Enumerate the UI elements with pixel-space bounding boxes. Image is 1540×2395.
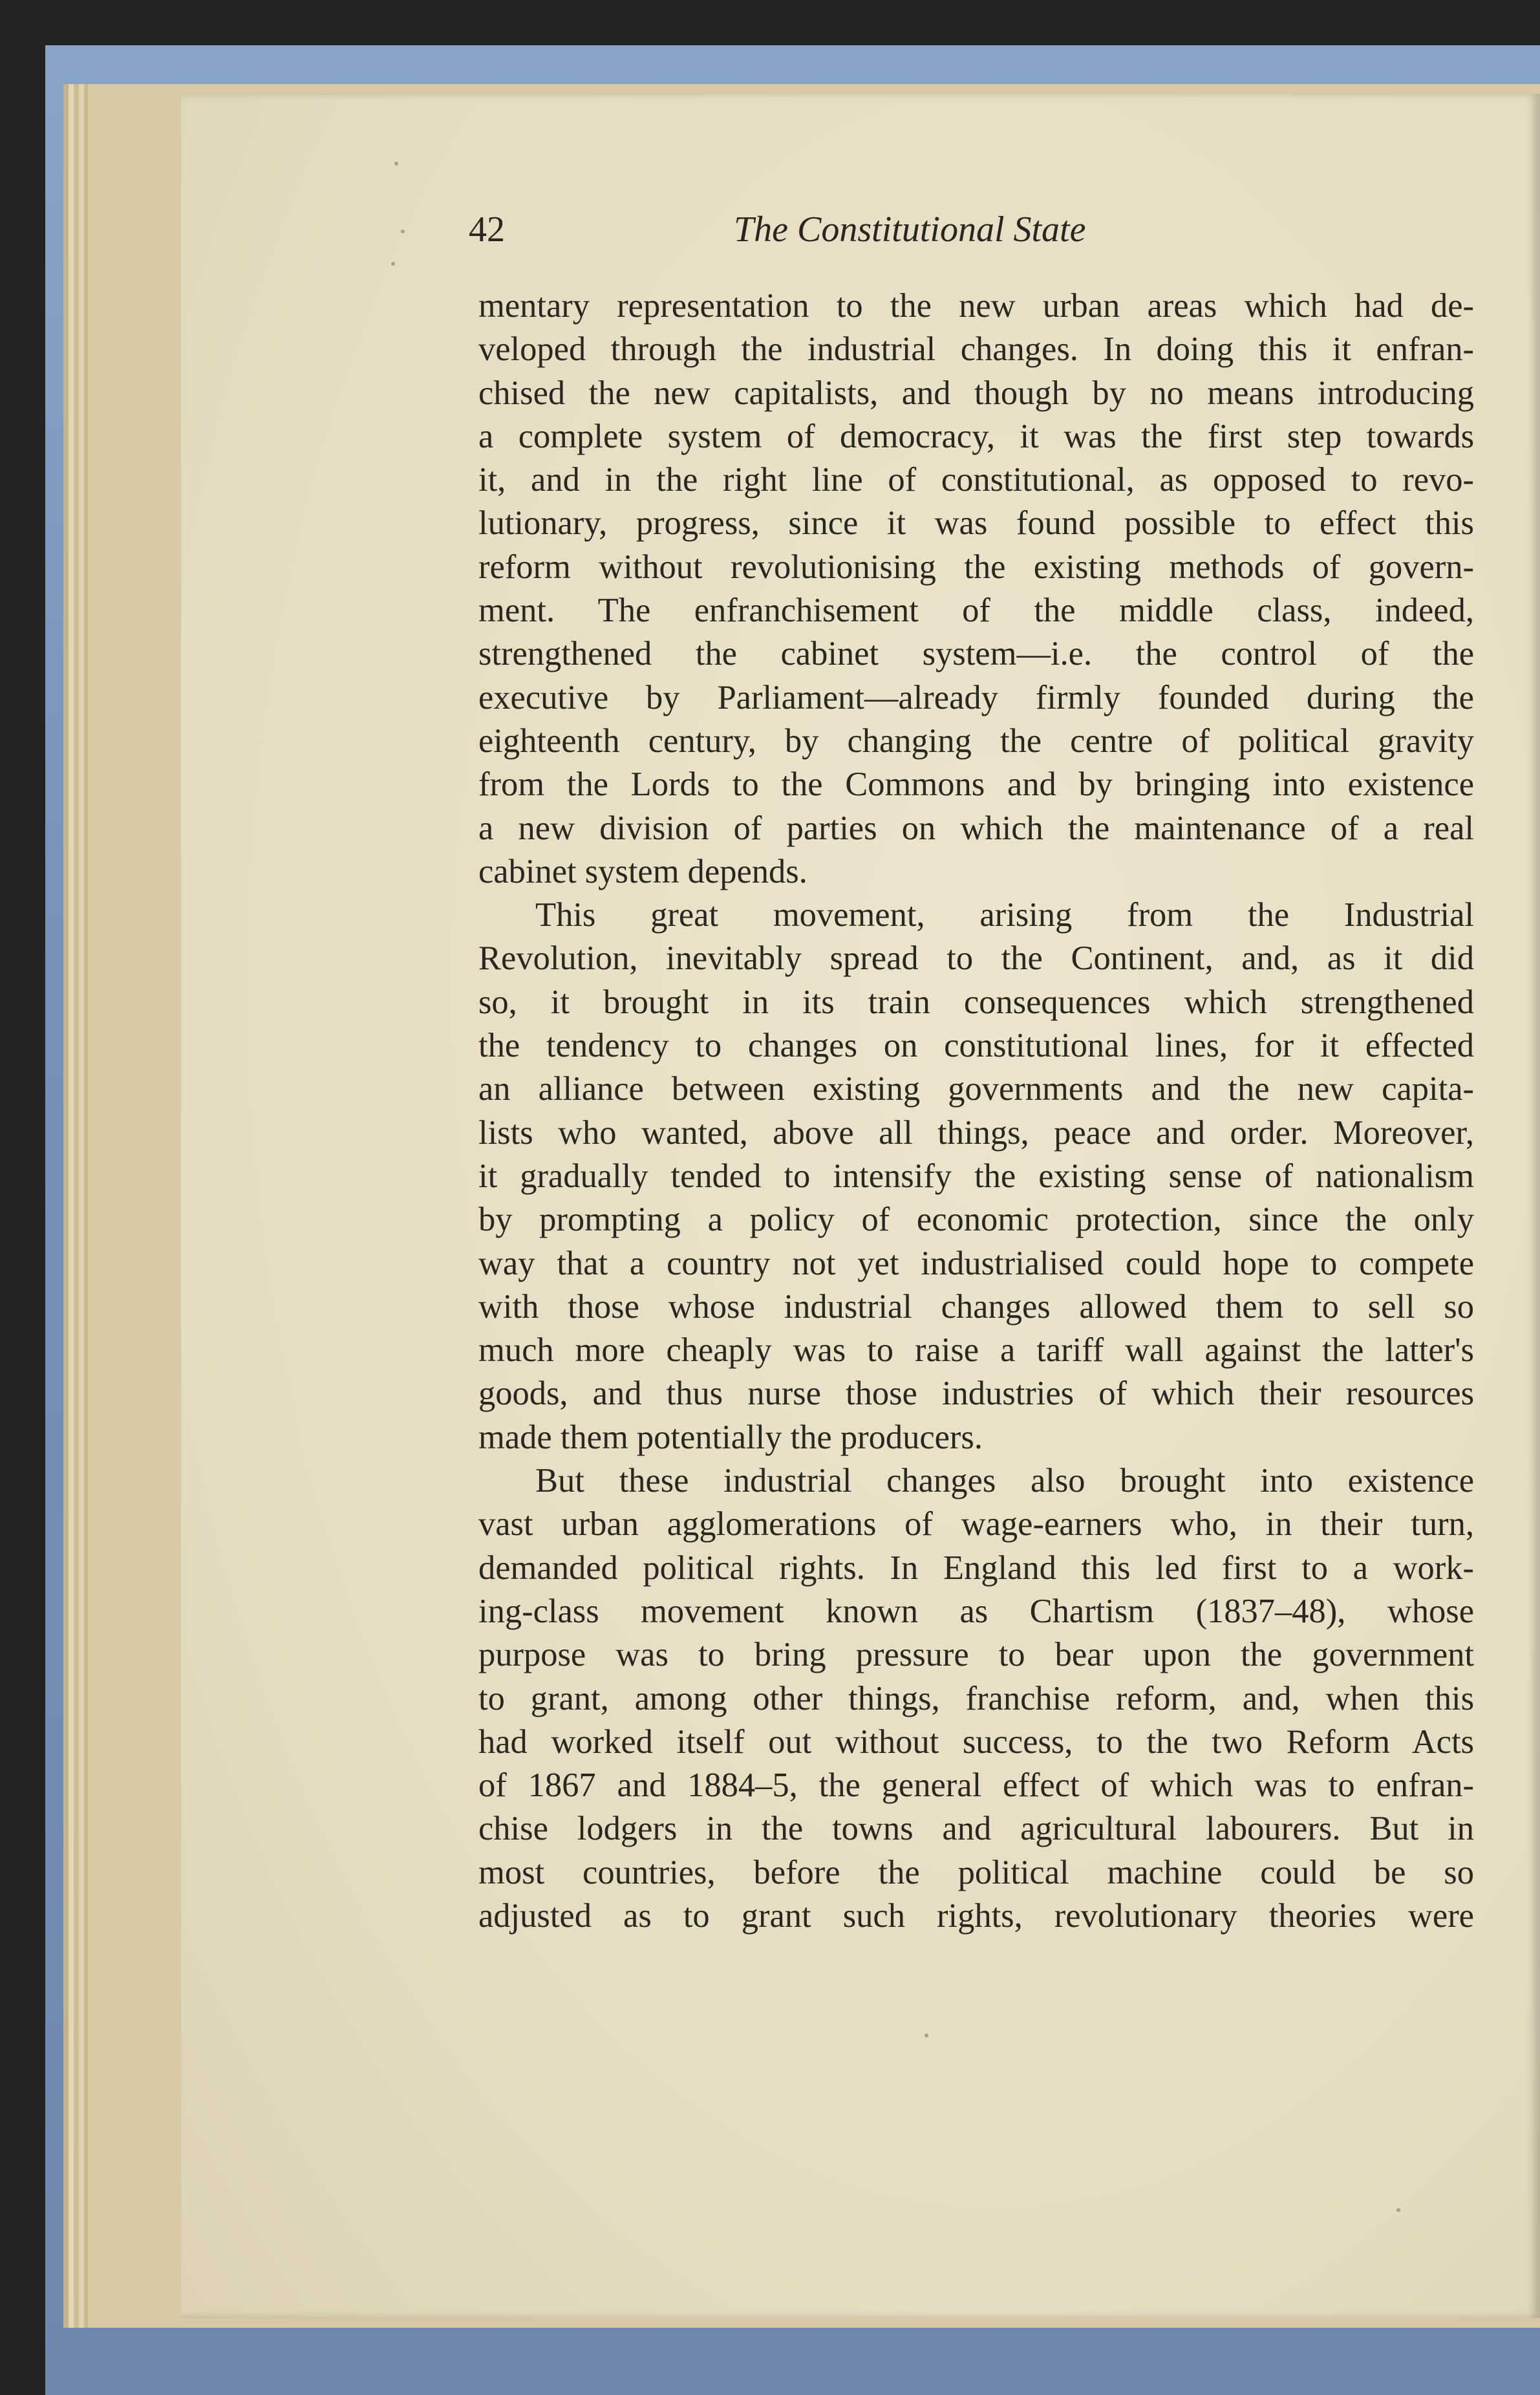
text-line: way that a country not yet industrialised could hope to compete [478, 1244, 1474, 1282]
text-line: the tendency to changes on constitutional lines, for it effected [478, 1027, 1474, 1065]
paper-speck [391, 262, 395, 266]
paper-speck [394, 162, 398, 166]
text-line: much more cheaply was to raise a tariff wall against the latter's [478, 1331, 1474, 1369]
text-line: most countries, before the political machine could be so [478, 1853, 1474, 1891]
text-line: a complete system of democracy, it was the first step towards [478, 417, 1474, 455]
text-line: it gradually tended to intensify the existing sense of nationalism [478, 1157, 1474, 1195]
page-header [469, 200, 1199, 259]
text-line: had worked itself out without success, to the two Reform Acts [478, 1723, 1474, 1761]
text-line: cabinet system depends. [478, 852, 807, 890]
text-line: veloped through the industrial changes. In doing this it enfran- [478, 330, 1474, 369]
text-line: purpose was to bring pressure to bear upon the government [478, 1636, 1474, 1674]
body-text [478, 285, 1474, 1938]
text-line: a new division of parties on which the maintenance of a real [478, 809, 1474, 847]
text-line: made them potentially the producers. [478, 1418, 983, 1456]
text-line: executive by Parliament—already firmly founded during the [478, 678, 1474, 716]
text-line: it, and in the right line of constitutional, as opposed to revo- [478, 461, 1474, 499]
text-line: eighteenth century, by changing the centre of political gravity [478, 722, 1474, 760]
paper-speck [401, 230, 405, 233]
text-line: reform without revolutionising the existing methods of govern- [478, 548, 1474, 586]
text-line: adjusted as to grant such rights, revolutionary theories were [478, 1896, 1474, 1935]
text-line: to grant, among other things, franchise reform, and, when this [478, 1679, 1474, 1717]
text-line: from the Lords to the Commons and by bringing into existence [478, 766, 1474, 804]
running-title: The Constitutional State [734, 209, 1086, 250]
text-line: by prompting a policy of economic protection, since the only [478, 1201, 1474, 1239]
text-line: Revolution, inevitably spread to the Continent, and, as it did [478, 940, 1474, 978]
text-line: goods, and thus nurse those industries of which their resources [478, 1375, 1474, 1413]
paper-speck [1396, 2208, 1400, 2212]
text-line: lutionary, progress, since it was found possible to effect this [478, 504, 1474, 542]
text-line: This great movement, arising from the Industrial [535, 896, 1474, 934]
text-line: so, it brought in its train consequences which strengthened [478, 983, 1474, 1021]
text-line: an alliance between existing governments and the new capita- [478, 1070, 1474, 1108]
text-line: strengthened the cabinet system—i.e. the control of the [478, 635, 1474, 673]
text-line: demanded political rights. In England this led first to a work- [478, 1549, 1474, 1587]
text-line: of 1867 and 1884–5, the general effect of which was to enfran- [478, 1767, 1474, 1805]
text-line: chised the new capitalists, and though by no means introducing [478, 374, 1474, 412]
text-line: mentary representation to the new urban areas which had de- [478, 287, 1474, 325]
text-line: ing-class movement known as Chartism (1837–48), whose [478, 1592, 1474, 1630]
text-line: ment. The enfranchisement of the middle class, indeed, [478, 592, 1474, 630]
text-line: chise lodgers in the towns and agricultural labourers. But in [478, 1810, 1474, 1848]
text-line: But these industrial changes also brought into existence [535, 1462, 1474, 1500]
text-line: vast urban agglomerations of wage-earners who, in their turn, [478, 1505, 1474, 1543]
text-line: lists who wanted, above all things, peace and order. Moreover, [478, 1113, 1474, 1152]
text-line: with those whose industrial changes allowed them to sell so [478, 1287, 1474, 1326]
page-number: 42 [469, 209, 505, 250]
paper-speck [925, 2034, 928, 2037]
